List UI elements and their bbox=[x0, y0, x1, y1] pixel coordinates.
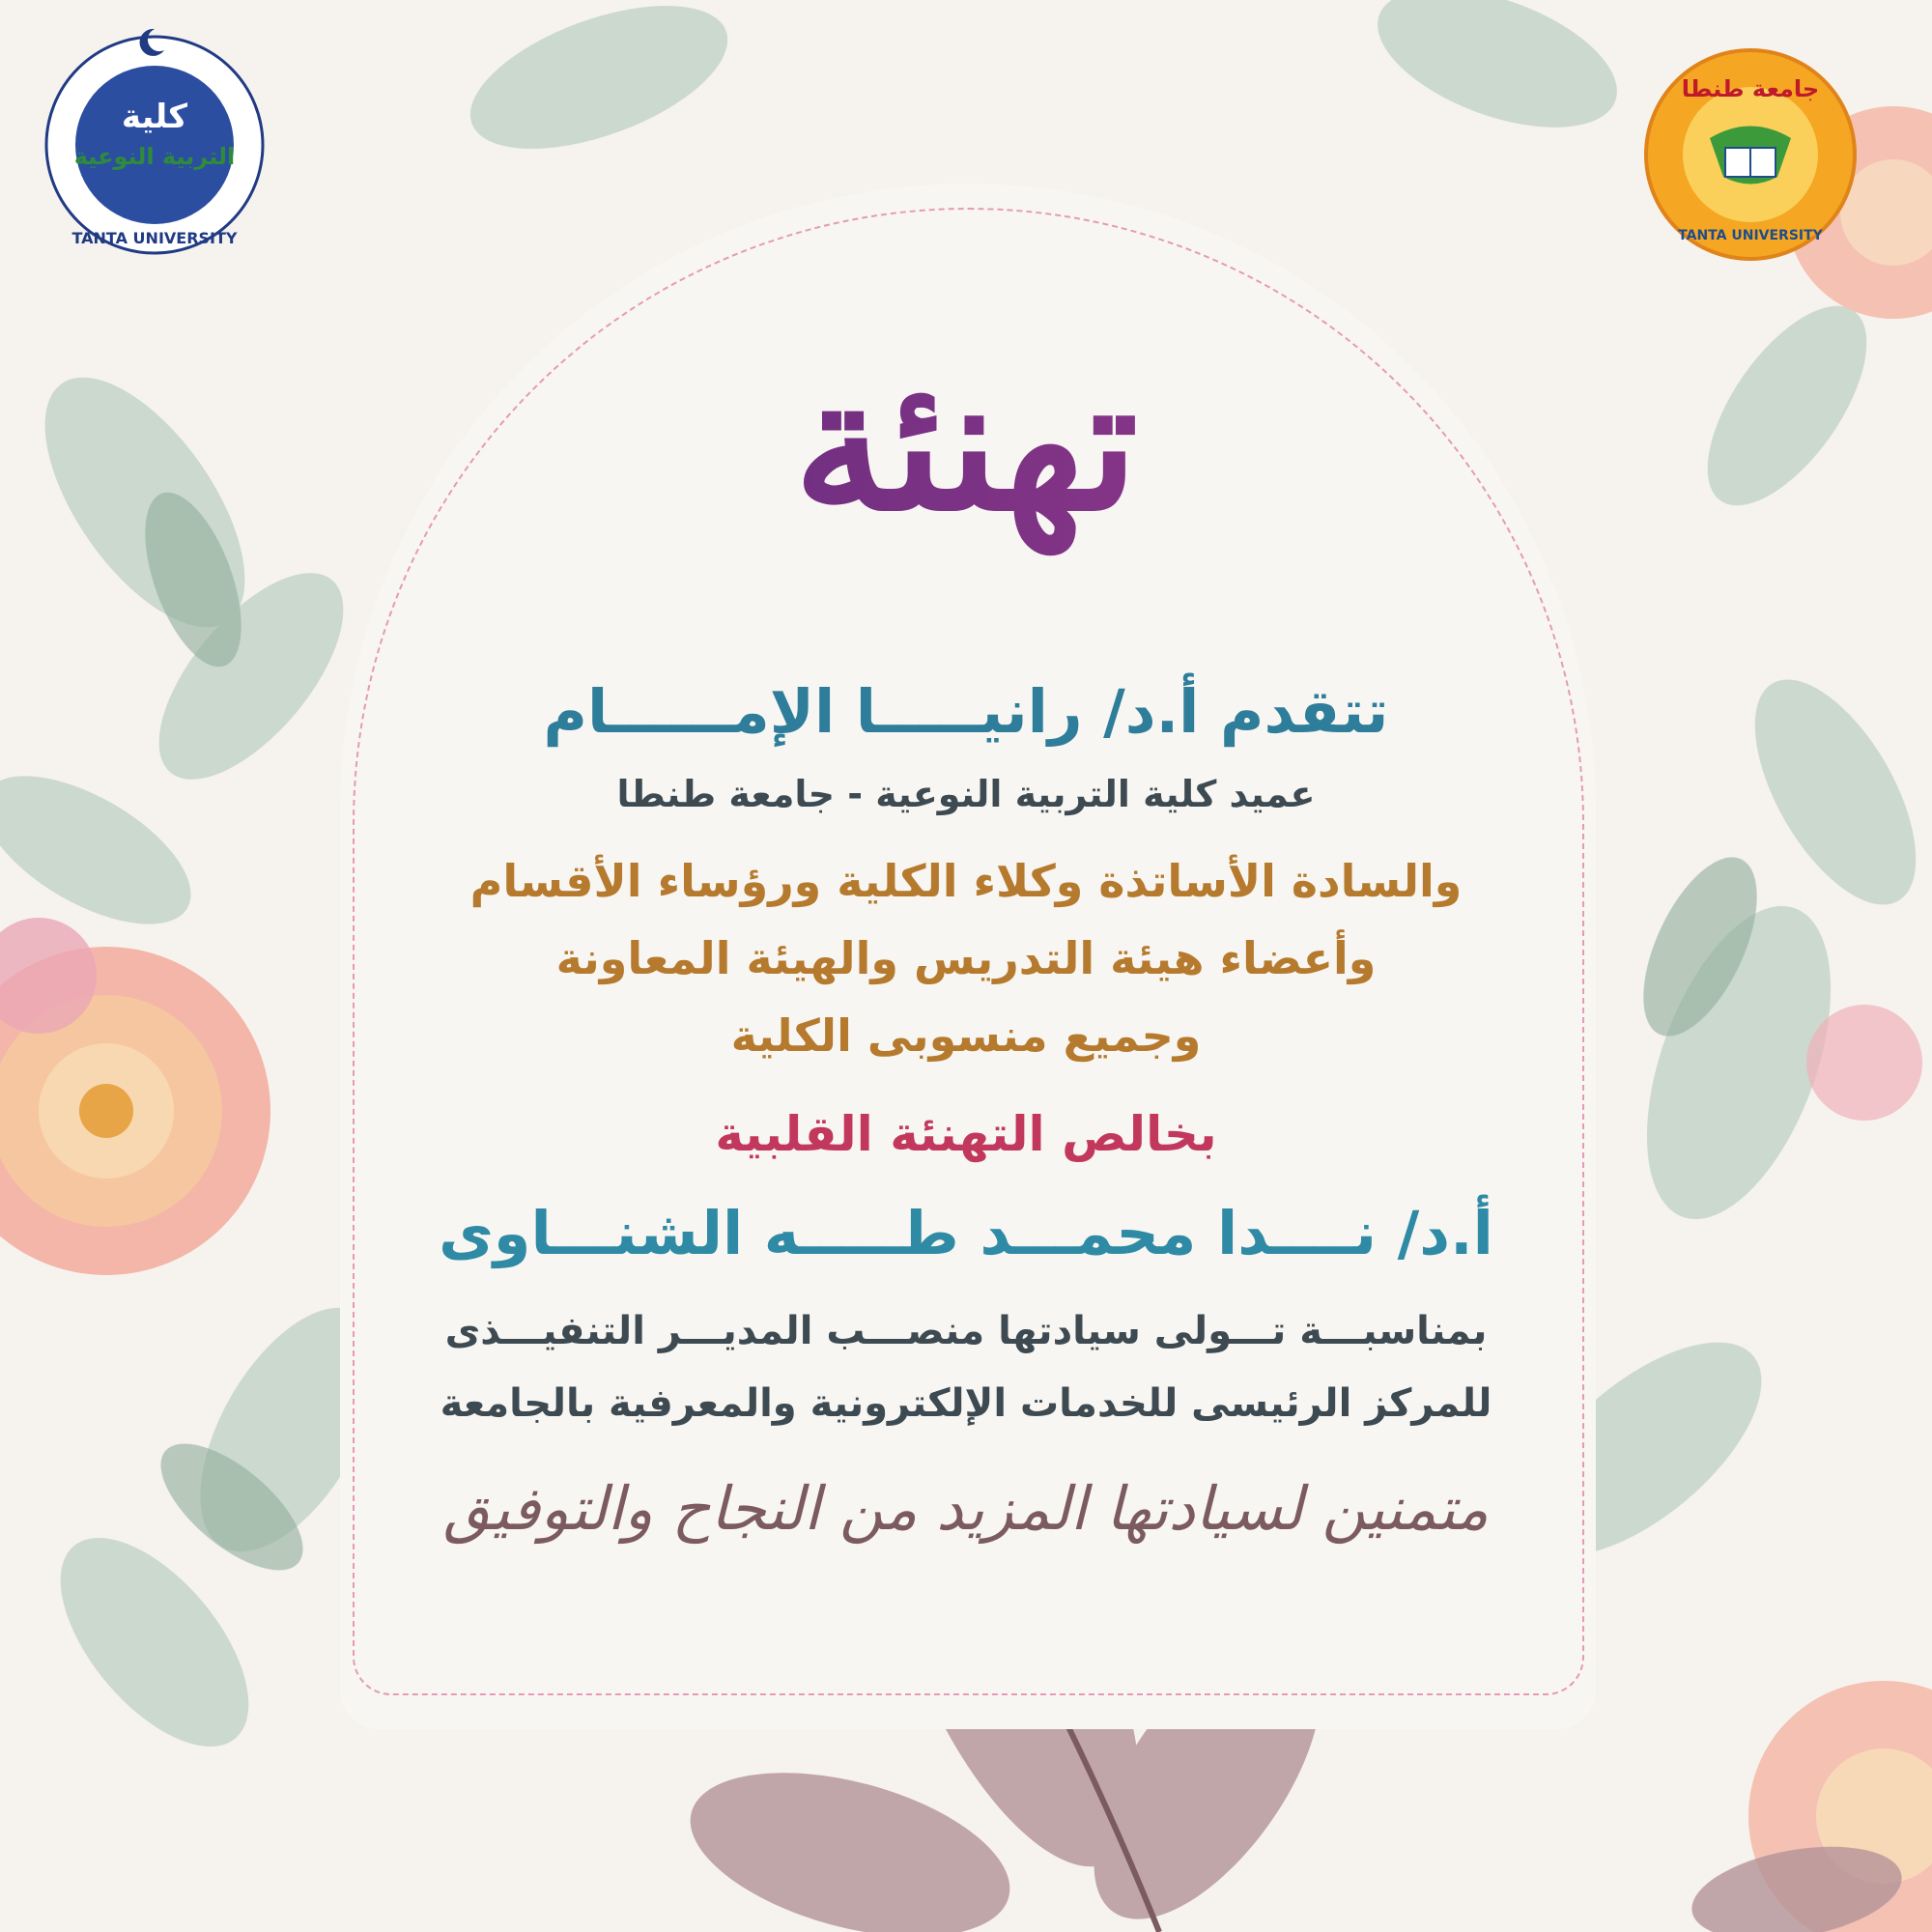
university-logo bbox=[1642, 46, 1859, 263]
faculty-logo-ring: TANTA UNIVERSITY bbox=[71, 229, 238, 247]
university-logo-name: جامعة طنطا bbox=[1681, 75, 1820, 102]
wishes-line: متمنين لسيادتها المزيد من النجاح والتوفيق bbox=[442, 1473, 1490, 1544]
congratulations-line: بخالص التهنئة القلبية bbox=[715, 1106, 1217, 1162]
university-logo-ring: TANTA UNIVERSITY bbox=[1678, 228, 1823, 243]
group-line-1: والسادة الأساتذة وكلاء الكلية ورؤساء الأقسام bbox=[469, 855, 1463, 907]
presenter-role: عميد كلية التربية النوعية - جامعة طنطا bbox=[616, 773, 1316, 815]
faculty-logo-word: كلية bbox=[121, 98, 188, 136]
faculty-logo bbox=[39, 19, 270, 261]
occasion-line-1: بمناسبـــة تـــولى سيادتها منصـــب المديـــر التنفيـــذى bbox=[444, 1309, 1488, 1353]
group-line-3: وجميع منسوبى الكلية bbox=[730, 1009, 1202, 1062]
greeting-title: تهنئة bbox=[367, 290, 1565, 599]
group-line-2: وأعضاء هيئة التدريس والهيئة المعاونة bbox=[555, 932, 1377, 984]
honoree-name: أ.د/ نــــدا محمـــد طـــــه الشنـــاوى bbox=[439, 1198, 1493, 1268]
faculty-logo-name: التربية النوعية bbox=[73, 143, 236, 170]
occasion-line-2: للمركز الرئيسى للخدمات الإلكترونية والمعرفية بالجامعة bbox=[440, 1381, 1492, 1426]
presenter-line: تتقدم أ.د/ رانيـــــا الإمــــــام bbox=[543, 676, 1389, 747]
